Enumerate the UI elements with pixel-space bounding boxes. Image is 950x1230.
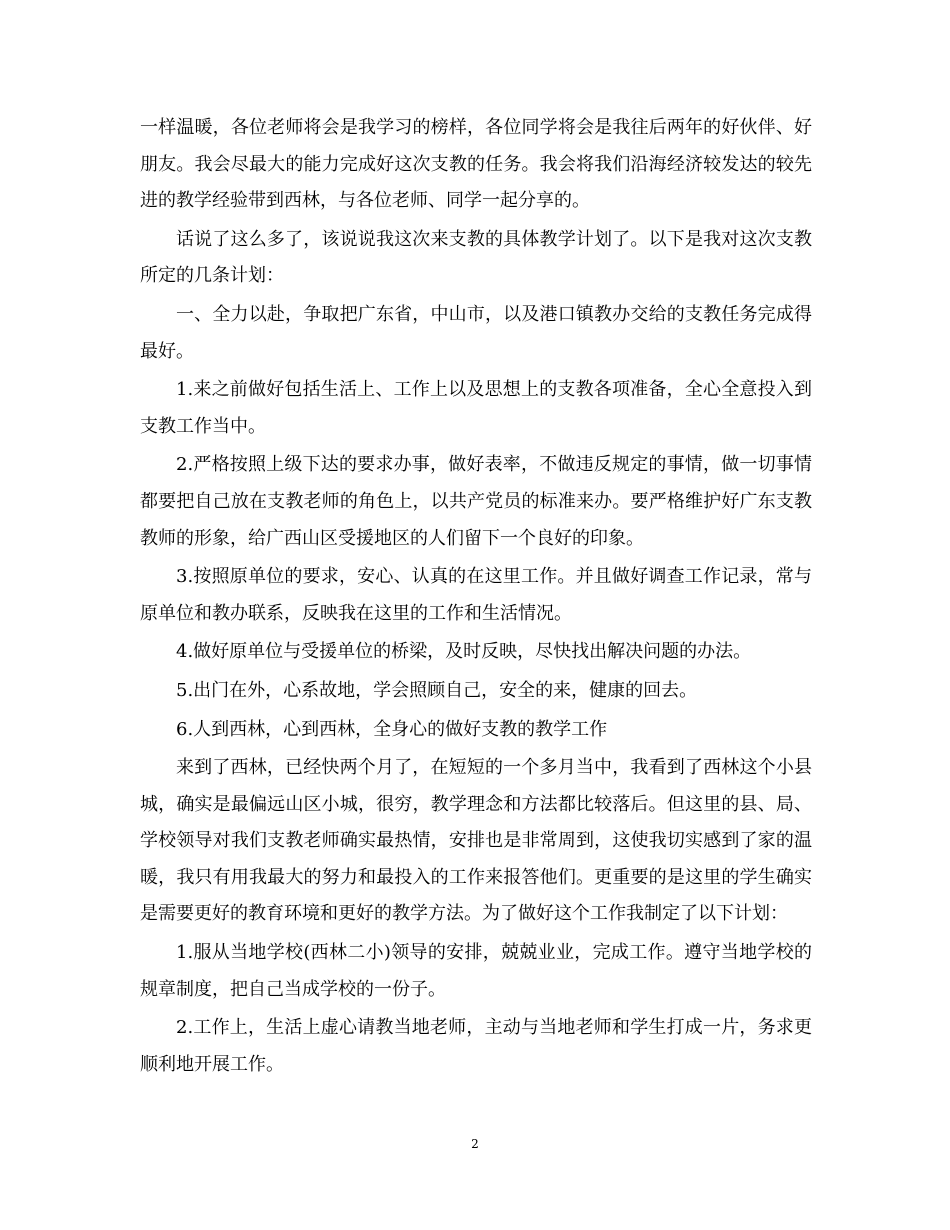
paragraph-plan-item-2: 2.工作上，生活上虚心请教当地老师，主动与当地老师和学生打成一片，务求更顺利地开展工作。	[140, 1017, 812, 1075]
paragraph-item-4: 4.做好原单位与受援单位的桥梁，及时反映，尽快找出解决问题的办法。	[176, 641, 752, 663]
paragraph-plan-intro: 话说了这么多了，该说说我这次来支教的具体教学计划了。以下是我对这次支教所定的几条计划：	[140, 228, 812, 287]
paragraph-plan-item-1: 1.服从当地学校(西林二小)领导的安排，兢兢业业，完成工作。遵守当地学校的规章制度，把自己当成学校的一份子。	[140, 942, 812, 1000]
paragraph-item-5: 5.出门在外，心系故地，学会照顾自己，安全的来，健康的回去。	[176, 679, 698, 701]
paragraph-item-2: 2.严格按照上级下达的要求办事，做好表率，不做违反规定的事情，做一切事情都要把自己放在支教老师的角色上，以共产党员的标准来办。要严格维护好广东支教教师的形象，给广西山区受援地区的人们留下一个良好的印象。	[140, 454, 812, 549]
document-body	[140, 110, 812, 1085]
page-number: 2	[471, 1137, 479, 1151]
paragraph-item-3: 3.按照原单位的要求，安心、认真的在这里工作。并且做好调查工作记录，常与原单位和教办联系，反映我在这里的工作和生活情况。	[140, 566, 812, 624]
paragraph-item-6: 6.人到西林，心到西林，全身心的做好支教的教学工作	[176, 718, 608, 740]
paragraph-item-1: 1.来之前做好包括生活上、工作上以及思想上的支教各项准备，全心全意投入到支教工作当中。	[140, 379, 812, 437]
paragraph-section-one-heading: 一、全力以赴，争取把广东省，中山市，以及港口镇教办交给的支教任务完成得最好。	[140, 303, 812, 362]
paragraph-continuation: 一样温暖，各位老师将会是我学习的榜样，各位同学将会是我往后两年的好伙伴、好朋友。我会尽最大的能力完成好这次支教的任务。我会将我们沿海经济较发达的较先进的教学经验带到西林，与各位老师、同学一起分享的。	[140, 117, 812, 212]
paragraph-arrival-narrative: 来到了西林，已经快两个月了，在短短的一个多月当中，我看到了西林这个小县城，确实是最偏远山区小城，很穷，教学理念和方法都比较落后。但这里的县、局、学校领导对我们支教老师确实最热情，安排也是非常周到，这使我切实感到了家的温暖，我只有用我最大的努力和最投入的工作来报答他们。更重要的是这里的学生确实是需要更好的教育环境和更好的教学方法。为了做好这个工作我制定了以下计划：	[140, 757, 812, 925]
